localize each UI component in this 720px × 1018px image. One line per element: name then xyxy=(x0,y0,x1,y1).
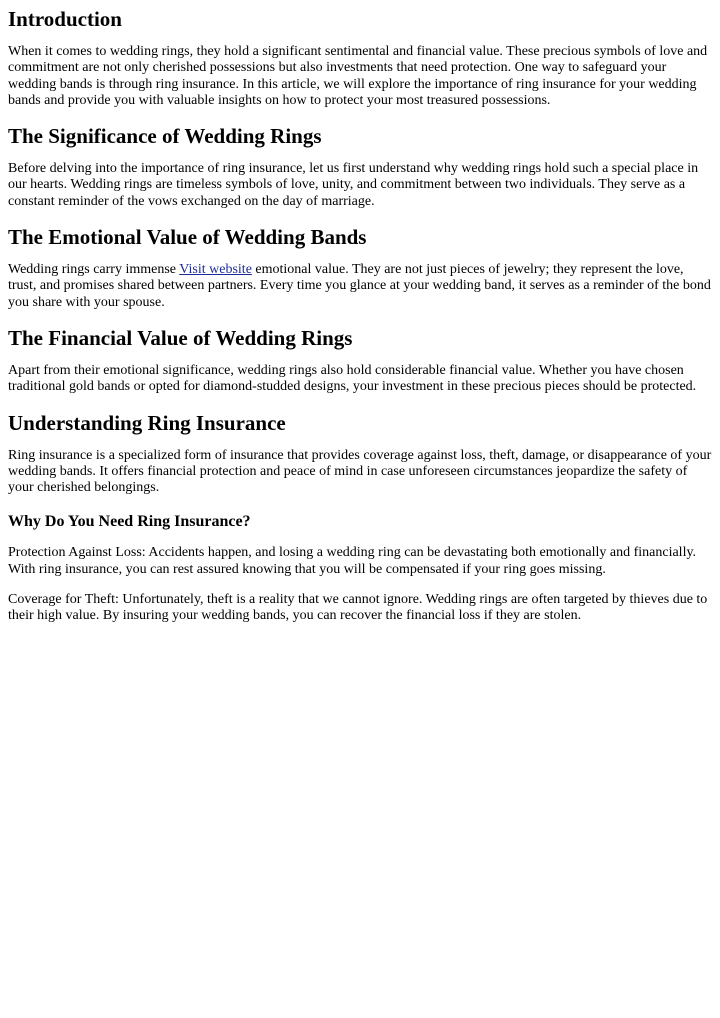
heading-emotional-value: The Emotional Value of Wedding Bands xyxy=(8,225,367,250)
paragraph-significance: Before delving into the importance of ring insurance, let us first understand why wedding rings hold such a special place in our hearts. Wedding rings are timeless symbols of love, unity, and commitment between two individuals. They serve as a constant reminder of the vows exchanged on the day of marriage. xyxy=(8,161,699,209)
paragraph-text-before-link: Wedding rings carry immense xyxy=(8,262,180,278)
paragraph-understanding-insurance: Ring insurance is a specialized form of insurance that provides coverage against loss, theft, damage, or disappearance of your wedding bands. It offers financial protection and peace of mind in case unforeseen circumstances jeopardize the safety of your cherished belongings. xyxy=(8,447,712,496)
heading-understanding-insurance: Understanding Ring Insurance xyxy=(8,410,286,435)
paragraph-coverage-for-theft: Coverage for Theft: Unfortunately, theft is a reality that we cannot ignore. Wedding rings are often targeted by thieves due to their high value. By insuring your wedding bands, you can recover the financial loss if they are stolen. xyxy=(8,592,708,624)
paragraph-introduction: When it comes to wedding rings, they hold a significant sentimental and financial value. These precious symbols of love and commitment are not only cherished possessions but also investments that need protection. One way to safeguard your wedding bands is through ring insurance. In this article, we will explore the importance of ring insurance for your wedding bands and provide you with valuable insights on how to protect your most treasured possessions. xyxy=(8,44,708,108)
heading-why-need-insurance: Why Do You Need Ring Insurance? xyxy=(8,513,251,531)
heading-significance: The Significance of Wedding Rings xyxy=(8,124,322,149)
visit-website-link[interactable]: Visit website xyxy=(179,262,252,278)
paragraph-text-after-link: emotional value. They are not just pieces of jewelry; they represent the love, trust, and promises shared between partners. Every time you glance at your wedding band, it serves as a reminder of the bond you share with your spouse. xyxy=(8,262,711,310)
paragraph-emotional-value xyxy=(8,262,712,311)
heading-financial-value: The Financial Value of Wedding Rings xyxy=(8,325,353,350)
paragraph-financial-value: Apart from their emotional significance, wedding rings also hold considerable financial value. Whether you have chosen traditional gold bands or opted for diamond-studded designs, your investment in these precious pieces should be protected. xyxy=(8,362,697,395)
paragraph-protection-against-loss: Protection Against Loss: Accidents happen, and losing a wedding ring can be devastating both emotionally and financially. With ring insurance, you can rest assured knowing that you will be compensated if your ring goes missing. xyxy=(8,545,697,577)
heading-introduction: Introduction xyxy=(8,7,122,31)
